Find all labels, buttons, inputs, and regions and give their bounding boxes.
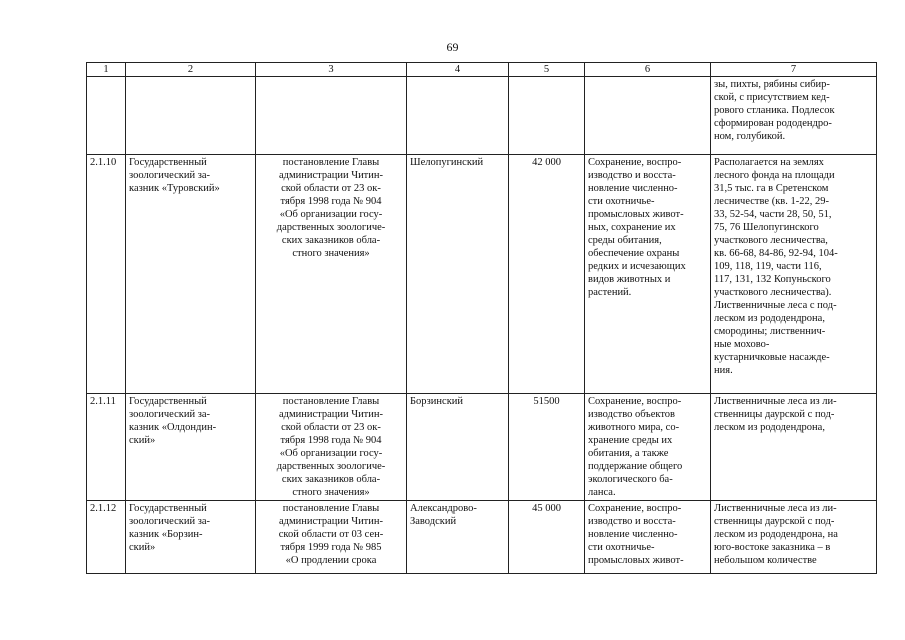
area-value [509, 394, 585, 501]
column-number: 6 [585, 63, 711, 77]
text-line: дарственных зоологиче- [276, 222, 386, 233]
text-line: Александрово- [410, 503, 477, 514]
purpose-text [585, 394, 711, 501]
text-line: рового стланика. Подлесок [714, 105, 835, 116]
text-line: животного мира, со- [588, 422, 680, 433]
text-line: обитания, а также [588, 448, 669, 459]
text-line: тября 1999 года № 985 [280, 542, 382, 553]
text-line: промысловых живот- [588, 555, 684, 566]
text-line: участкового лесничества). [714, 287, 832, 298]
purpose-text [585, 501, 711, 574]
text-line: «Об организации госу- [279, 209, 383, 220]
text-line: Сохранение, воспро- [588, 157, 682, 168]
text-line: кустарничковые насажде- [714, 352, 830, 363]
text-line: юго-востоке заказника – в [714, 542, 831, 553]
text-line: ных, сохранение их [588, 222, 676, 233]
text-line: сформирован рододендро- [714, 118, 832, 129]
text-line: изводство и восста- [588, 516, 676, 527]
text-line: ской области от 23 ок- [281, 183, 381, 194]
reserves-table [86, 62, 877, 574]
text-line: ственницы даурской с под- [714, 409, 835, 420]
table-row [87, 77, 877, 155]
text-line: 33, 52-54, части 28, 50, 51, [714, 209, 832, 220]
text-line: среды обитания, [588, 235, 662, 246]
reserve-number [87, 77, 126, 155]
text-line: постановление Главы [282, 503, 380, 514]
text-line: администрации Читин- [278, 409, 384, 420]
text-line: новление численно- [588, 529, 678, 540]
district-name [407, 77, 509, 155]
reserve-name [126, 394, 256, 501]
district-name [407, 155, 509, 394]
text-line: зоологический за- [129, 170, 210, 181]
text-line: Лиственничные леса с под- [714, 300, 837, 311]
description-text [711, 501, 877, 574]
reserve-name [126, 501, 256, 574]
description-text [711, 77, 877, 155]
text-line: администрации Читин- [278, 170, 384, 181]
text-line: ской области от 03 сен- [278, 529, 384, 540]
text-line: стного значения» [292, 487, 370, 498]
reserve-number [87, 501, 126, 574]
text-line: постановление Главы [282, 157, 380, 168]
text-line: 45 000 [532, 503, 561, 514]
text-line: обеспечение охраны [588, 248, 680, 259]
text-line: стного значения» [292, 248, 370, 259]
text-line: ном, голубикой. [714, 131, 786, 142]
text-line: «Об организации госу- [279, 448, 383, 459]
text-line: администрации Читин- [278, 516, 384, 527]
text-line: поддержание общего [588, 461, 683, 472]
text-line: кв. 66-68, 84-86, 92-94, 104- [714, 248, 838, 259]
district-name [407, 394, 509, 501]
area-value [509, 77, 585, 155]
text-line: растений. [588, 287, 632, 298]
text-line: казник «Борзин- [129, 529, 203, 540]
reserve-number [87, 155, 126, 394]
text-line: хранение среды их [588, 435, 673, 446]
text-line: небольшом количестве [714, 555, 817, 566]
text-line: леском из рододендрона, [714, 313, 825, 324]
text-line: ственницы даурской с под- [714, 516, 835, 527]
text-line: ской, с присутствием кед- [714, 92, 830, 103]
text-line: тября 1998 года № 904 [280, 435, 382, 446]
text-line: 75, 76 Шелопугинского [714, 222, 819, 233]
table-row [87, 155, 877, 394]
text-line: постановление Главы [282, 396, 380, 407]
text-line: зы, пихты, рябины сибир- [714, 79, 830, 90]
text-line: зоологический за- [129, 409, 210, 420]
column-number: 4 [407, 63, 509, 77]
establishing-decree [256, 155, 407, 394]
text-line: Шелопугинский [410, 157, 484, 168]
text-line: 109, 118, 119, части 116, [714, 261, 822, 272]
text-line: участкового лесничества, [714, 235, 828, 246]
description-text [711, 394, 877, 501]
text-line: зоологический за- [129, 516, 210, 527]
text-line: леском из рододендрона, [714, 422, 825, 433]
text-line: Располагается на землях [714, 157, 824, 168]
text-line: тября 1998 года № 904 [280, 196, 382, 207]
text-line: лесного фонда на площади [714, 170, 835, 181]
text-line: ских заказников обла- [281, 474, 381, 485]
establishing-decree [256, 501, 407, 574]
text-line: Государственный [129, 503, 207, 514]
district-name [407, 501, 509, 574]
text-line: ния. [714, 365, 733, 376]
text-line: Сохранение, воспро- [588, 396, 682, 407]
text-line: Государственный [129, 157, 207, 168]
text-line: дарственных зоологиче- [276, 461, 386, 472]
text-line: казник «Олдондин- [129, 422, 217, 433]
text-line: Лиственничные леса из ли- [714, 396, 837, 407]
text-line: видов животных и [588, 274, 671, 285]
column-number: 7 [711, 63, 877, 77]
text-line: ные мохово- [714, 339, 770, 350]
text-line: 117, 131, 132 Копуньского [714, 274, 831, 285]
text-line: ский» [129, 542, 156, 553]
text-line: сти охотничье- [588, 196, 655, 207]
text-line: ских заказников обла- [281, 235, 381, 246]
page-number: 69 [446, 40, 459, 54]
text-line: Заводский [410, 516, 457, 527]
text-line: 51500 [533, 396, 560, 407]
column-number-row [87, 63, 877, 77]
text-line: «О продлении срока [285, 555, 377, 566]
text-line: 31,5 тыс. га в Сретенском [714, 183, 829, 194]
text-line: ской области от 23 ок- [281, 422, 381, 433]
area-value [509, 155, 585, 394]
text-line: Сохранение, воспро- [588, 503, 682, 514]
text-line: 42 000 [532, 157, 561, 168]
text-line: леском из рододендрона, на [714, 529, 838, 540]
text-line: Государственный [129, 396, 207, 407]
establishing-decree [256, 77, 407, 155]
column-number: 5 [509, 63, 585, 77]
description-text [711, 155, 877, 394]
text-line: промысловых живот- [588, 209, 684, 220]
table-row [87, 394, 877, 501]
text-line: ский» [129, 435, 156, 446]
text-line: ланса. [588, 487, 616, 498]
text-line: изводство объектов [588, 409, 675, 420]
reserve-name [126, 155, 256, 394]
text-line: 2.1.11 [90, 396, 116, 407]
text-line: изводство и восста- [588, 170, 676, 181]
reserve-number [87, 394, 126, 501]
establishing-decree [256, 394, 407, 501]
text-line: сти охотничье- [588, 542, 655, 553]
text-line: Борзинский [410, 396, 464, 407]
column-number: 3 [256, 63, 407, 77]
text-line: 2.1.10 [90, 157, 117, 168]
area-value [509, 501, 585, 574]
text-line: Лиственничные леса из ли- [714, 503, 837, 514]
text-line: новление численно- [588, 183, 678, 194]
text-line: смородины; лиственнич- [714, 326, 826, 337]
column-number: 1 [87, 63, 126, 77]
reserve-name [126, 77, 256, 155]
text-line: редких и исчезающих [588, 261, 686, 272]
table-row [87, 501, 877, 574]
purpose-text [585, 155, 711, 394]
text-line: лесничестве (кв. 1-22, 29- [714, 196, 829, 207]
text-line: 2.1.12 [90, 503, 117, 514]
purpose-text [585, 77, 711, 155]
column-number: 2 [126, 63, 256, 77]
text-line: экологического ба- [588, 474, 673, 485]
text-line: казник «Туровский» [129, 183, 220, 194]
